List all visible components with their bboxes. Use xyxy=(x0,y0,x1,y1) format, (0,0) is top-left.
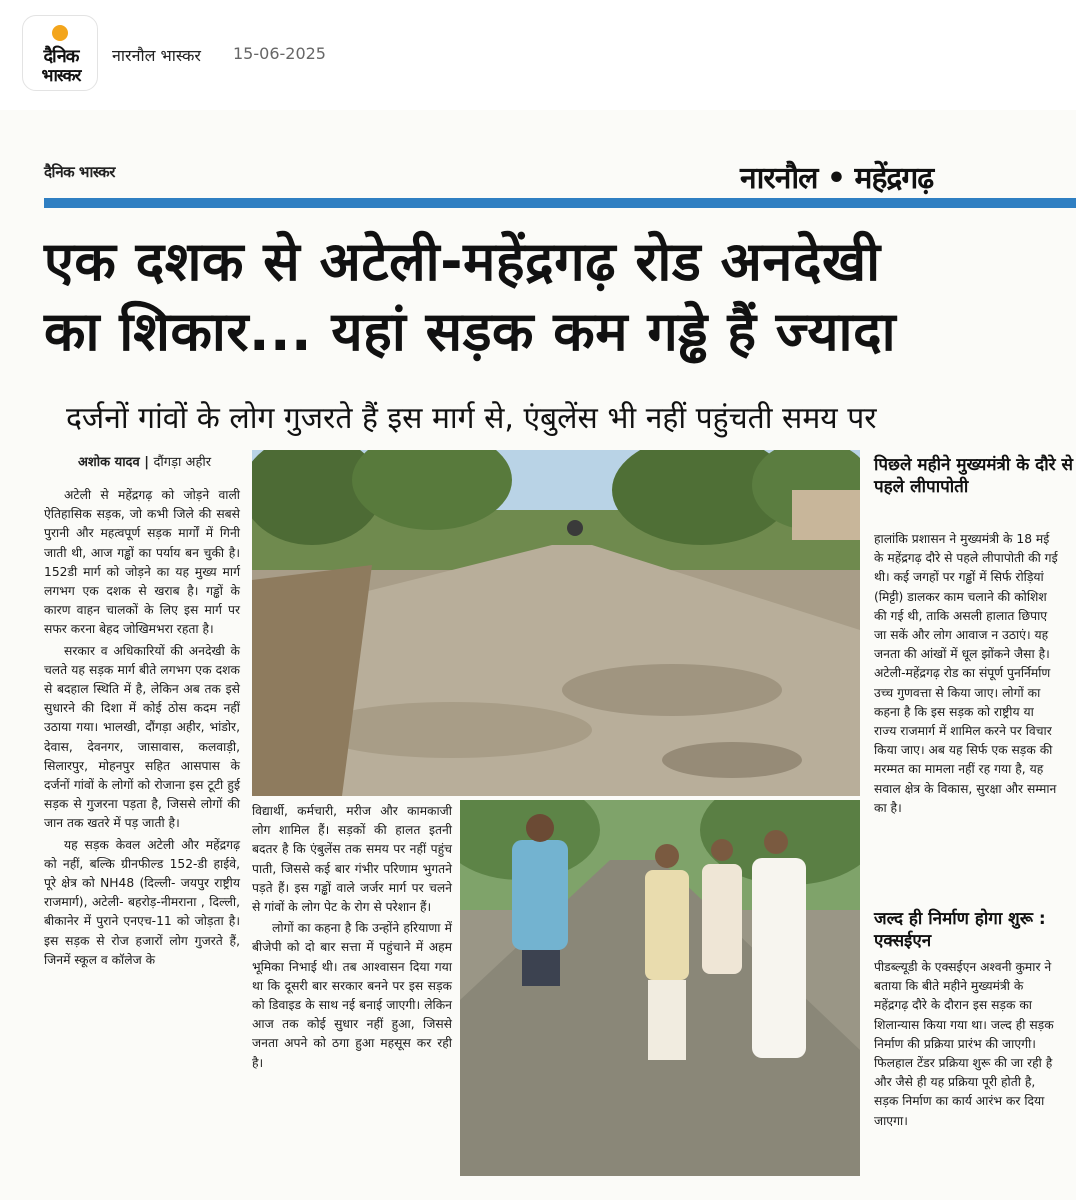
col2-paragraph: विद्यार्थी, कर्मचारी, मरीज और कामकाजी लोग शामिल हैं। सड़कों की हालत इतनी बदतर है कि एंबुलेंस तक समय पर नहीं पहुंच पाती, जिससे कई बार गंभीर परिणाम भुगतने पड़ते हैं। इस गड्ढों वाले जर्जर मार्ग पर चलने से गांवों के लोग पेट के रोग से परेशान हैं। xyxy=(252,804,452,915)
road-photo xyxy=(252,450,860,796)
road-photo-illustration xyxy=(252,450,860,796)
newspaper-clipping xyxy=(0,110,1076,1200)
source-name[interactable]: नारनौल भास्कर xyxy=(112,46,201,65)
logo-text-line1: दैनिक xyxy=(43,46,79,67)
masthead-right: नारनौल • महेंद्रगढ़ xyxy=(740,161,934,196)
col2-paragraph: लोगों का कहना है कि उन्होंने हरियाणा में बीजेपी को दो बार सत्ता में पहुंचाने में अहम भूमिका निभाई थी। तब आश्वासन दिया गया था कि दूसरी बार सरकार बनने पर इस सड़क को डिवाइड के साथ नई बनाई जाएगी। लेकिन आज तक कोई सुधार नहीं हुआ, जिससे जनता अपने को ठगा हुआ महसूस कर रही है। xyxy=(252,921,452,1070)
sidebar1-body: हालांकि प्रशासन ने मुख्यमंत्री के 18 मई के महेंद्रगढ़ दौरे से पहले लीपापोती की गई थी। कई जगहों पर गड्ढों में सिर्फ रोड़ियां (मिट्टी) डालकर काम चलाने की कोशिश की गई थी, ताकि असली हालात छिपाए जा सकें और लोग आवाज न उठाएं। यह जनता की आंखों में धूल झोंकने जैसा है। अटेली-महेंद्रगढ़ रोड का संपूर्ण पुनर्निर्माण उच्च गुणवत्ता से किया जाए। लोगों का कहना है कि इस सड़क को राष्ट्रीय या राज्य राजमार्ग में शामिल करने पर विचार किया जाए। अब यह सिर्फ एक सड़क की मरम्मत का मामला नहीं रह गया है, यह सवाल क्षेत्र के विकास, सुरक्षा और सम्मान का है। xyxy=(874,532,1058,815)
villagers-photo-illustration xyxy=(460,800,860,1176)
villagers-photo xyxy=(460,800,860,1176)
article-column-2 xyxy=(252,802,452,1075)
subheadline: दर्जनों गांवों के लोग गुजरते हैं इस मार्ग से, एंबुलेंस भी नहीं पहुंचती समय पर xyxy=(66,401,877,436)
col1-paragraph: यह सड़क केवल अटेली और महेंद्रगढ़ को नहीं, बल्कि ग्रीनफील्ड 152-डी हाईवे, पूरे क्षेत्र को NH48 (दिल्ली- जयपुर राष्ट्रीय राजमार्ग), अटेली- बहरोड़-नीमराना , दिल्ली, बीकानेर में पुराने एनएच-11 को जोड़ता है। इस सड़क से रोज हजारों लोग गुजरते हैं, जिनमें स्कूल व कॉलेज के xyxy=(44,837,240,967)
post-date: 15-06-2025 xyxy=(233,44,326,63)
header-rule xyxy=(44,198,1076,208)
col1-paragraph: अटेली से महेंद्रगढ़ को जोड़ने वाली ऐतिहासिक सड़क, जो कभी जिले की सबसे पुरानी और महत्वपूर्ण सड़क मार्गों में गिनी जाती थी, आज गड्ढों का पर्याय बन चुकी है। 152डी मार्ग को जोड़ने का यह मुख्य मार्ग लगभग एक दशक से खराब है। गड्ढों के कारण वाहन चालकों के लिए इस मार्ग पर सफर करना बेहद जोखिमभरा रहता है। xyxy=(44,488,240,637)
sidebar2-heading: जल्द ही निर्माण होगा शुरू : एक्सईएन xyxy=(874,909,1046,951)
col1-paragraph: सरकार व अधिकारियों की अनदेखी के चलते यह सड़क मार्ग बीते लगभग एक दशक से बदहाल स्थिति में है, लेकिन अब तक इसे सुधारने की दिशा में कोई ठोस कदम नहीं उठाया गया। भालखी, दौंगड़ा अहीर, भांडोर, देवास, देवनगर, जासावास, कलवाड़ी, सिलारपुर, मोहनपुर सहित आसपास के दर्जनों गांवों के लोगों को रोजाना इस टूटी हुई सड़क से गुजरना पड़ता है, जिससे लोगों की जान तक खतरे में पड़ जाती है। xyxy=(44,643,240,831)
sidebar2-body: पीडब्ल्यूडी के एक्सईएन अश्वनी कुमार ने बताया कि बीते महीने मुख्यमंत्री के महेंद्रगढ़ दौरे के दौरान इस सड़क का शिलान्यास किया गया था। जल्द ही सड़क निर्माण की प्रक्रिया प्रारंभ की जाएगी। फिलहाल टेंडर प्रक्रिया शुरू की जा रही है और जैसे ही यह प्रक्रिया पूरी होती है, सड़क निर्माण का कार्य आरंभ कर दिया जाएगा। xyxy=(874,960,1054,1128)
article-column-1 xyxy=(44,486,240,972)
sidebar1-heading: पिछले महीने मुख्यमंत्री के दौरे से पहले लीपापोती xyxy=(874,455,1073,497)
masthead-left: दैनिक भास्कर xyxy=(44,163,115,181)
byline-place: दौंगड़ा अहीर xyxy=(153,455,212,470)
sun-logo-icon xyxy=(52,25,68,41)
byline-author: अशोक यादव xyxy=(78,455,140,470)
headline-line2: का शिकार... यहां सड़क कम गड्ढे हैं ज्यादा xyxy=(44,300,897,363)
post-header xyxy=(0,0,1076,100)
logo-text-line2: भास्कर xyxy=(41,66,81,86)
publisher-logo[interactable] xyxy=(22,15,98,91)
headline-line1: एक दशक से अटेली-महेंद्रगढ़ रोड अनदेखी xyxy=(44,230,881,293)
byline: अशोक यादव | दौंगड़ा अहीर xyxy=(78,455,212,470)
